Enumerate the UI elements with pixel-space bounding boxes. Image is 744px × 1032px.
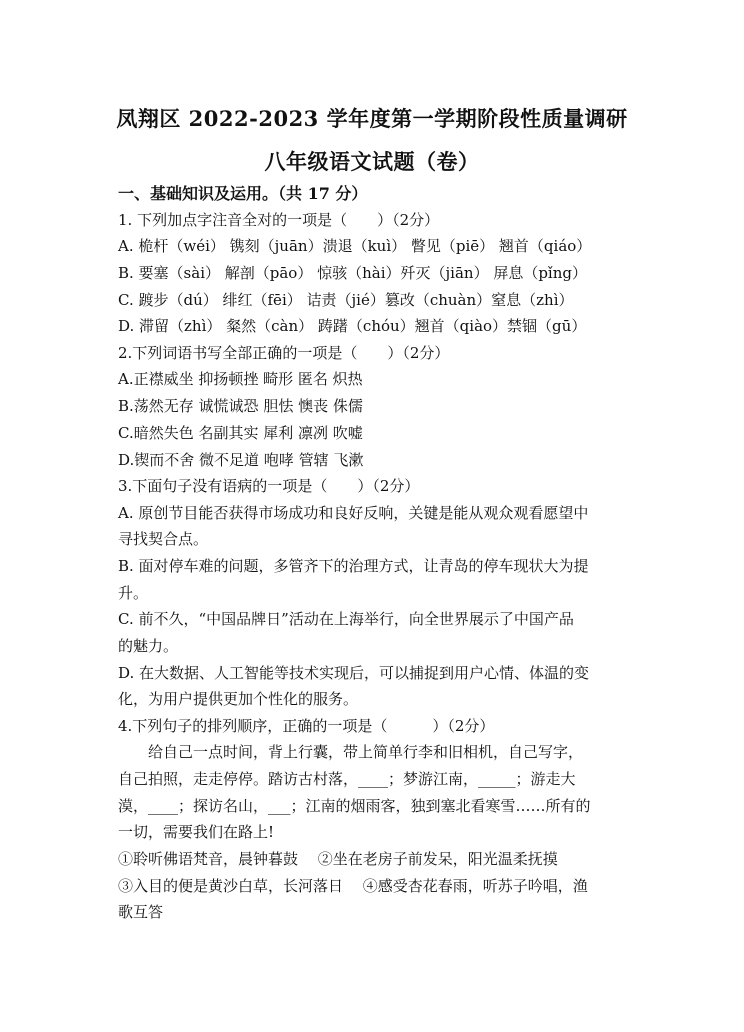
q2-option-d: D.锲而不舍 微不足道 咆哮 管辖 飞漱 [118,451,364,469]
q3-option-b-line1: B. 面对停车难的问题，多管齐下的治理方式，让青岛的停车现状大为提 [118,557,589,575]
q3-option-d-line1: D. 在大数据、人工智能等技术实现后，可以捕捉到用户心情、体温的变 [118,664,590,682]
q1-option-d: D. 滞留（zhì） 粲然（càn） 踌躇（chóu）翘首（qiào）禁锢（gū） [118,317,587,335]
exam-title: 凤翔区 2022-2023 学年度第一学期阶段性质量调研 [116,106,628,131]
q1-option-a: A. 桅杆（wéi） 镌刻（juān）溃退（kuì） 瞥见（piē） 翘首（qiáo） [118,237,592,255]
section-heading: 一、基础知识及运用。（共 17 分） [118,184,368,203]
q4-passage-line1: 给自己一点时间，背上行囊，带上简单行李和旧相机，自己写字， [148,743,584,761]
q4-passage-line4: 一切，需要我们在路上! [118,823,275,841]
q4-passage-line3: 漠，____；探访名山，___；江南的烟雨客，独到塞北看寒雪……所有的 [118,797,591,815]
q4-passage-line2: 自己拍照，走走停停。踏访古村落，____；梦游江南，_____；游走大 [118,770,576,788]
q4-options-line3: 歌互答 [118,903,164,921]
q1-option-b: B. 要塞（sài） 解剖（pāo） 惊骇（hài）歼灭（jiān） 屏息（pǐng） [118,264,587,282]
exam-subtitle: 八年级语文试题（卷） [264,149,480,174]
q2-stem: 2.下列词语书写全部正确的一项是（ ）（2分） [118,344,450,362]
q3-option-a-line2: 寻找契合点。 [118,530,209,548]
q1-option-c: C. 踱步（dú） 绯红（fēi） 诘责（jié）篡改（chuàn）窒息（zhì） [118,291,574,309]
q3-option-a-line1: A. 原创节目能否获得市场成功和良好反响，关键是能从观众观看愿望中 [118,504,589,522]
q3-option-d-line2: 化，为用户提供更加个性化的服务。 [118,690,359,708]
q4-options-line2: ③入目的便是黄沙白草，长河落日 ④感受杏花春雨，听苏子吟唱，渔 [118,877,588,895]
q2-option-a: A.正襟威坐 抑扬顿挫 畸形 匿名 炽热 [118,370,363,388]
q4-stem: 4.下列句子的排列顺序，正确的一项是（ ）（2分） [118,717,495,735]
q2-option-c: C.暗然失色 名副其实 犀利 凛冽 吹嘘 [118,424,363,442]
q3-stem: 3.下面句子没有语病的一项是（ ）（2分） [118,477,420,495]
q3-option-c-line1: C. 前不久，“中国品牌日”活动在上海举行，向全世界展示了中国产品 [118,610,574,628]
q3-option-c-line2: 的魅力。 [118,637,179,655]
q4-options-line1: ①聆听佛语梵音，晨钟暮鼓 ②坐在老房子前发呆，阳光温柔抚摸 [118,850,558,868]
q3-option-b-line2: 升。 [118,584,149,602]
q1-stem: 1. 下列加点字注音全对的一项是（ ）（2分） [118,211,440,229]
q2-option-b: B.荡然无存 诚慌诚恐 胆怯 懊丧 侏儒 [118,397,363,415]
